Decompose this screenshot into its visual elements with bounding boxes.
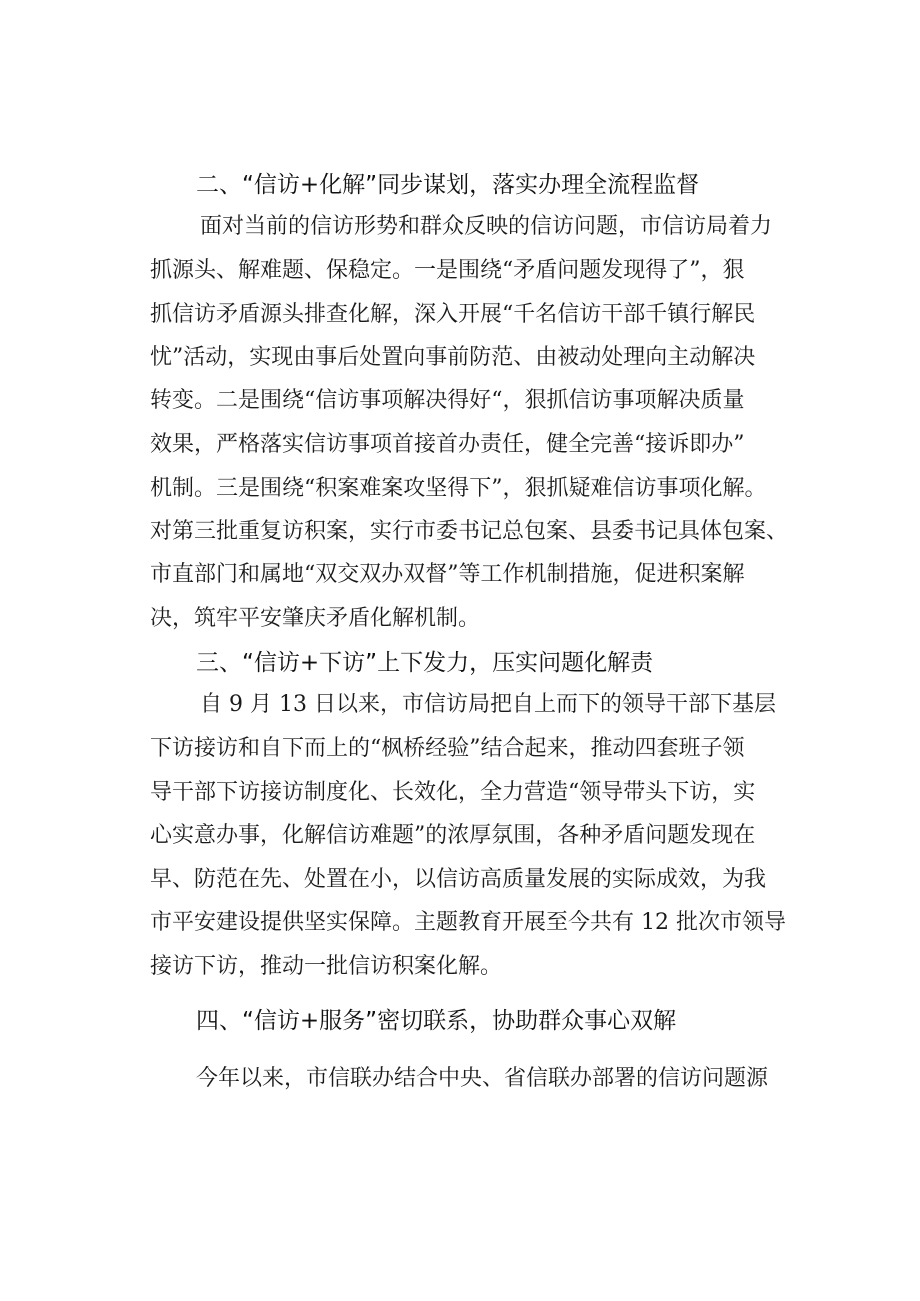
paragraph-line: 市平安建设提供坚实保障。主题教育开展至今共有 12 批次市领导 xyxy=(150,910,786,935)
paragraph-line: 转变。二是围绕“信访事项解决得好“，狠抓信访事项解决质量 xyxy=(150,388,745,413)
paragraph-line: 抓源头、解难题、保稳定。一是围绕“矛盾问题发现得了”，狠 xyxy=(150,258,745,283)
paragraph-line: 今年以来，市信联办结合中央、省信联办部署的信访问题源 xyxy=(196,1066,769,1091)
paragraph-line: 早、防范在先、处置在小，以信访高质量发展的实际成效，为我 xyxy=(150,867,767,892)
paragraph-line: 机制。三是围绕“积案难案攻坚得下”，狠抓疑难信访事项化解。 xyxy=(150,476,767,501)
paragraph-line: 市直部门和属地“双交双办双督”等工作机制措施，促进积案解 xyxy=(150,562,745,587)
paragraph-line: 抓信访矛盾源头排查化解，深入开展“千名信访干部千镇行解民 xyxy=(150,302,756,327)
paragraph-line: 面对当前的信访形势和群众反映的信访问题，市信访局着力 xyxy=(200,214,773,239)
paragraph-line: 心实意办事，化解信访难题”的浓厚氛围，各种矛盾问题发现在 xyxy=(150,823,756,848)
paragraph-line: 下访接访和自下而上的“枫桥经验”结合起来，推动四套班子领 xyxy=(150,736,745,761)
paragraph-line: 忧”活动，实现由事后处置向事前防范、由被动处理向主动解决 xyxy=(150,345,756,370)
paragraph-line: 自 9 月 13 日以来，市信访局把自上而下的领导干部下基层 xyxy=(200,692,776,717)
paragraph-line: 效果，严格落实信访事项首接首办责任，健全完善“接诉即办” xyxy=(150,432,745,457)
section-heading-3: 三、“信访+下访”上下发力，压实问题化解责 xyxy=(196,650,654,676)
paragraph-line: 接访下访，推动一批信访积案化解。 xyxy=(150,954,503,979)
paragraph-line: 对第三批重复访积案，实行市委书记总包案、县委书记具体包案、 xyxy=(150,519,789,544)
section-heading-4: 四、“信访+服务”密切联系，协助群众事心双解 xyxy=(196,1008,677,1034)
paragraph-line: 决，筑牢平安肇庆矛盾化解机制。 xyxy=(150,606,481,631)
paragraph-line: 导干部下访接访制度化、长效化，全力营造“领导带头下访，实 xyxy=(150,780,756,805)
section-heading-2: 二、“信访+化解”同步谋划，落实办理全流程监督 xyxy=(196,172,700,198)
